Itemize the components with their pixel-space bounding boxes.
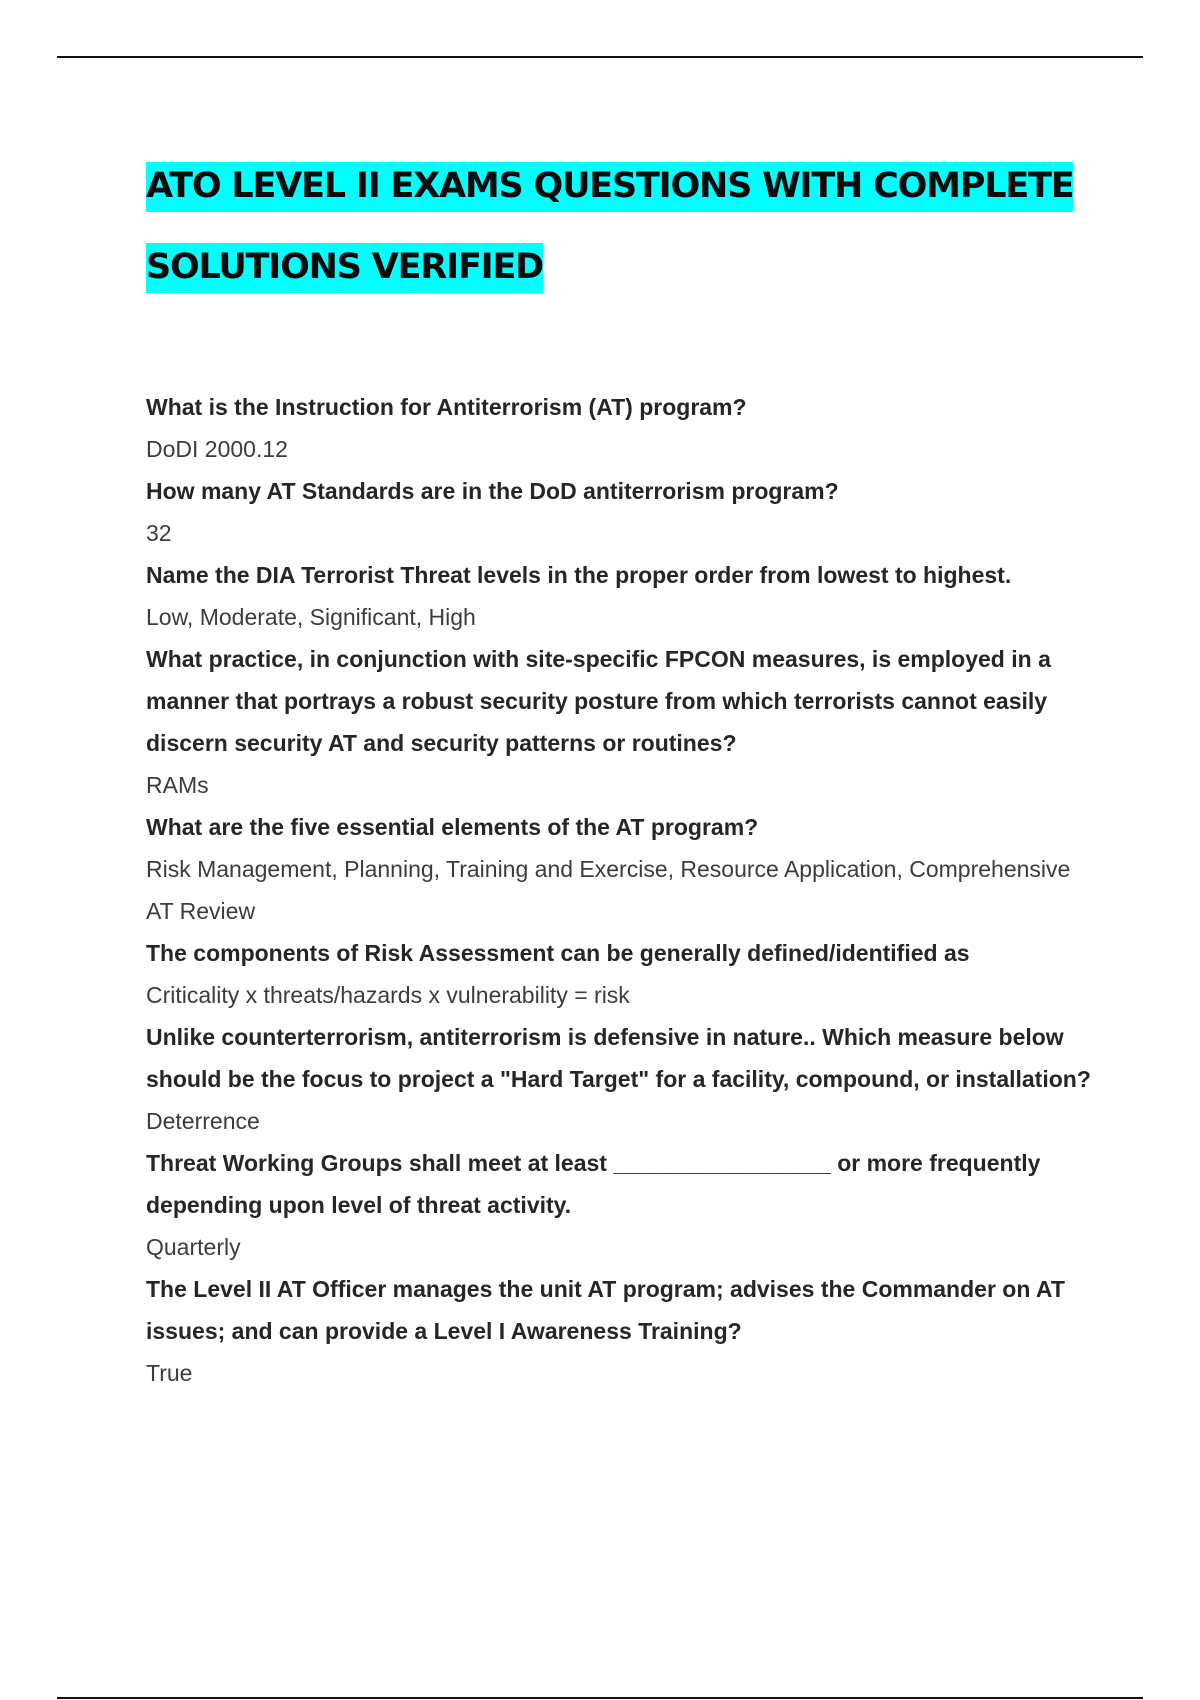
title-line-2: SOLUTIONS VERIFIED: [146, 243, 543, 293]
question-7: Unlike counterterrorism, antiterrorism is defensive in nature.. Which measure below should be the focus to project a "Hard Target" for a facility, compound, or installation?: [146, 1024, 1091, 1092]
question-4: What practice, in conjunction with site-specific FPCON measures, is employed in a manner that portrays a robust security posture from which terrorists cannot easily discern security AT and security patterns or routines?: [146, 646, 1051, 756]
answer-3: Low, Moderate, Significant, High: [146, 604, 476, 630]
document-title: [146, 146, 1106, 308]
question-1: What is the Instruction for Antiterrorism (AT) program?: [146, 394, 747, 420]
question-6: The components of Risk Assessment can be generally defined/identified as: [146, 940, 970, 966]
answer-8: Quarterly: [146, 1234, 241, 1260]
question-5: What are the five essential elements of the AT program?: [146, 814, 759, 840]
answer-4: RAMs: [146, 772, 209, 798]
title-line-1: ATO LEVEL II EXAMS QUESTIONS WITH COMPLETE: [146, 162, 1073, 212]
question-3: Name the DIA Terrorist Threat levels in the proper order from lowest to highest.: [146, 562, 1012, 588]
question-8: Threat Working Groups shall meet at least _________________ or more frequently depending upon level of threat activity.: [146, 1150, 1041, 1218]
top-rule: [57, 56, 1143, 58]
answer-1: DoDI 2000.12: [146, 436, 288, 462]
answer-7: Deterrence: [146, 1108, 260, 1134]
answer-2: 32: [146, 520, 172, 546]
answer-5: Risk Management, Planning, Training and Exercise, Resource Application, Comprehensive AT Review: [146, 856, 1071, 924]
question-9: The Level II AT Officer manages the unit AT program; advises the Commander on AT issues; and can provide a Level I Awareness Training?: [146, 1276, 1065, 1344]
bottom-rule: [57, 1697, 1143, 1699]
question-answer-list: [146, 386, 1096, 1394]
answer-6: Criticality x threats/hazards x vulnerability = risk: [146, 982, 630, 1008]
answer-9: True: [146, 1360, 193, 1386]
question-2: How many AT Standards are in the DoD antiterrorism program?: [146, 478, 839, 504]
